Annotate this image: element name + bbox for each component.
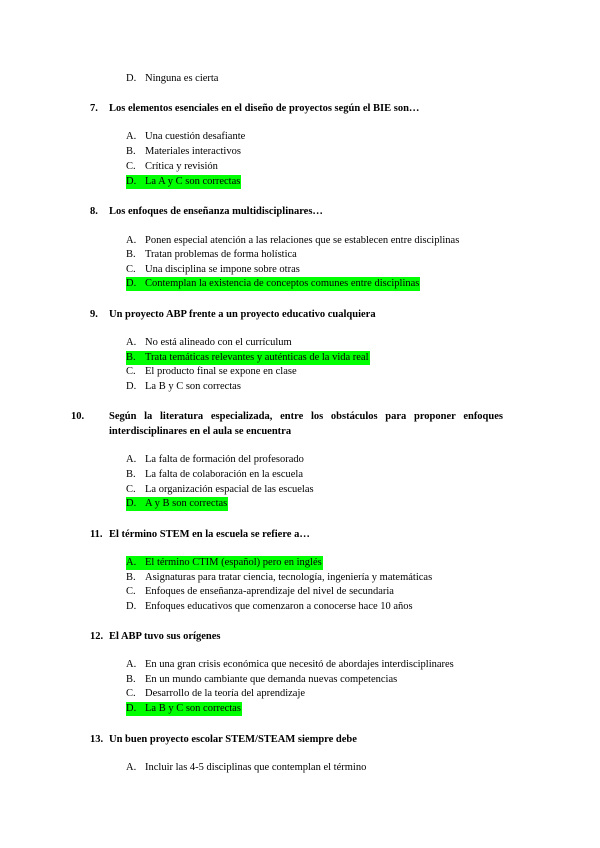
option-letter: C. bbox=[126, 161, 136, 172]
q8-option-b bbox=[126, 248, 298, 262]
option-text: El término CTIM (español) pero en inglés bbox=[145, 557, 322, 568]
q12-option-b bbox=[126, 673, 398, 687]
option-text: El producto final se expone en clase bbox=[145, 366, 297, 377]
option-text: La falta de formación del profesorado bbox=[145, 454, 304, 465]
q9-option-a bbox=[126, 336, 293, 350]
option-text: Enfoques de enseñanza-aprendizaje del nivel de secundaria bbox=[145, 586, 394, 597]
q7-option-b bbox=[126, 145, 242, 159]
option-letter: A. bbox=[126, 762, 137, 773]
option-letter: B. bbox=[126, 249, 136, 260]
option-letter: A. bbox=[126, 556, 144, 570]
option-text: Trata temáticas relevantes y auténticas de la vida real bbox=[145, 352, 369, 363]
q11-option-d bbox=[126, 600, 414, 614]
q7-option-a bbox=[126, 130, 246, 144]
option-text: Una disciplina se impone sobre otras bbox=[145, 264, 300, 275]
option-text: Incluir las 4-5 disciplinas que contemplan el término bbox=[145, 762, 367, 773]
question-12 bbox=[90, 629, 503, 644]
option-letter: C. bbox=[126, 688, 136, 699]
option-text: Ponen especial atención a las relaciones que se establecen entre disciplinas bbox=[145, 235, 460, 246]
option-letter: A. bbox=[126, 131, 137, 142]
option-text: Contemplan la existencia de conceptos comunes entre disciplinas bbox=[145, 278, 420, 289]
option-text: Crítica y revisión bbox=[145, 161, 218, 172]
question-number: 8. bbox=[90, 206, 98, 217]
option-text: Enfoques educativos que comenzaron a conocerse hace 10 años bbox=[145, 601, 413, 612]
option-letter: D. bbox=[126, 175, 144, 189]
q8-option-d-correct bbox=[126, 277, 420, 291]
option-letter: A. bbox=[126, 235, 137, 246]
question-11 bbox=[90, 527, 503, 542]
question-number: 7. bbox=[90, 103, 98, 114]
option-text: Ninguna es cierta bbox=[145, 73, 219, 84]
option-top-d bbox=[126, 72, 219, 86]
question-10 bbox=[71, 409, 503, 439]
q10-option-d-correct bbox=[126, 497, 228, 511]
option-letter: B. bbox=[126, 469, 136, 480]
option-text: Asignaturas para tratar ciencia, tecnología, ingeniería y matemáticas bbox=[145, 572, 433, 583]
option-letter: A. bbox=[126, 454, 137, 465]
q12-option-d-correct bbox=[126, 702, 242, 716]
q8-option-a bbox=[126, 234, 460, 248]
option-text: En una gran crisis económica que necesitó de abordajes interdisciplinares bbox=[145, 659, 454, 670]
option-text: A y B son correctas bbox=[145, 498, 228, 509]
question-8 bbox=[90, 204, 503, 219]
option-letter: A. bbox=[126, 659, 137, 670]
option-text: Materiales interactivos bbox=[145, 146, 241, 157]
question-text: Los elementos esenciales en el diseño de proyectos según el BIE son… bbox=[109, 103, 420, 114]
q13-option-a bbox=[126, 761, 367, 775]
option-text: Tratan problemas de forma holística bbox=[145, 249, 297, 260]
option-text: No está alineado con el currículum bbox=[145, 337, 292, 348]
q11-option-c bbox=[126, 585, 395, 599]
q11-option-a-correct bbox=[126, 556, 323, 570]
question-7 bbox=[90, 101, 503, 116]
q12-option-a bbox=[126, 658, 455, 672]
question-9 bbox=[90, 307, 503, 322]
option-letter: C. bbox=[126, 264, 136, 275]
q10-option-b bbox=[126, 468, 304, 482]
option-letter: D. bbox=[126, 381, 137, 392]
q9-option-d bbox=[126, 380, 242, 394]
question-text: Un proyecto ABP frente a un proyecto educativo cualquiera bbox=[109, 309, 376, 320]
option-letter: C. bbox=[126, 484, 136, 495]
option-text: La A y C son correctas bbox=[145, 176, 241, 187]
question-number: 12. bbox=[90, 631, 104, 642]
option-text: Una cuestión desafiante bbox=[145, 131, 246, 142]
option-text: En un mundo cambiante que demanda nuevas competencias bbox=[145, 674, 398, 685]
option-letter: B. bbox=[126, 674, 136, 685]
question-text: Los enfoques de enseñanza multidisciplinares… bbox=[109, 206, 323, 217]
question-text: El término STEM en la escuela se refiere a… bbox=[109, 529, 310, 540]
question-number: 9. bbox=[90, 309, 98, 320]
option-letter: D. bbox=[126, 601, 137, 612]
option-letter: D. bbox=[126, 277, 144, 291]
question-13 bbox=[90, 732, 503, 747]
q7-option-d-correct bbox=[126, 175, 241, 189]
option-letter: B. bbox=[126, 146, 136, 157]
q12-option-c bbox=[126, 687, 306, 701]
option-letter: D. bbox=[126, 702, 144, 716]
question-number: 13. bbox=[90, 734, 104, 745]
q9-option-b-correct bbox=[126, 351, 370, 365]
option-letter: C. bbox=[126, 366, 136, 377]
question-number: 11. bbox=[90, 529, 103, 540]
q10-option-c bbox=[126, 483, 315, 497]
question-number: 10. bbox=[71, 411, 85, 422]
option-text: La organización espacial de las escuelas bbox=[145, 484, 314, 495]
option-letter: B. bbox=[126, 572, 136, 583]
q10-option-a bbox=[126, 453, 305, 467]
option-letter: A. bbox=[126, 337, 137, 348]
q8-option-c bbox=[126, 263, 301, 277]
q9-option-c bbox=[126, 365, 298, 379]
q7-option-c bbox=[126, 160, 219, 174]
question-text: Según la literatura especializada, entre los obstáculos para proponer enfoques interdisciplinares en el aula se encuentra bbox=[109, 411, 503, 437]
option-text: La B y C son correctas bbox=[145, 381, 241, 392]
option-text: La B y C son correctas bbox=[145, 703, 241, 714]
option-text: La falta de colaboración en la escuela bbox=[145, 469, 303, 480]
option-text: Desarrollo de la teoría del aprendizaje bbox=[145, 688, 306, 699]
question-text: Un buen proyecto escolar STEM/STEAM siempre debe bbox=[109, 734, 357, 745]
option-letter: B. bbox=[126, 351, 144, 365]
option-letter: C. bbox=[126, 586, 136, 597]
q11-option-b bbox=[126, 571, 433, 585]
option-letter: D. bbox=[126, 73, 137, 84]
option-letter: D. bbox=[126, 497, 144, 511]
question-text: El ABP tuvo sus orígenes bbox=[109, 631, 221, 642]
